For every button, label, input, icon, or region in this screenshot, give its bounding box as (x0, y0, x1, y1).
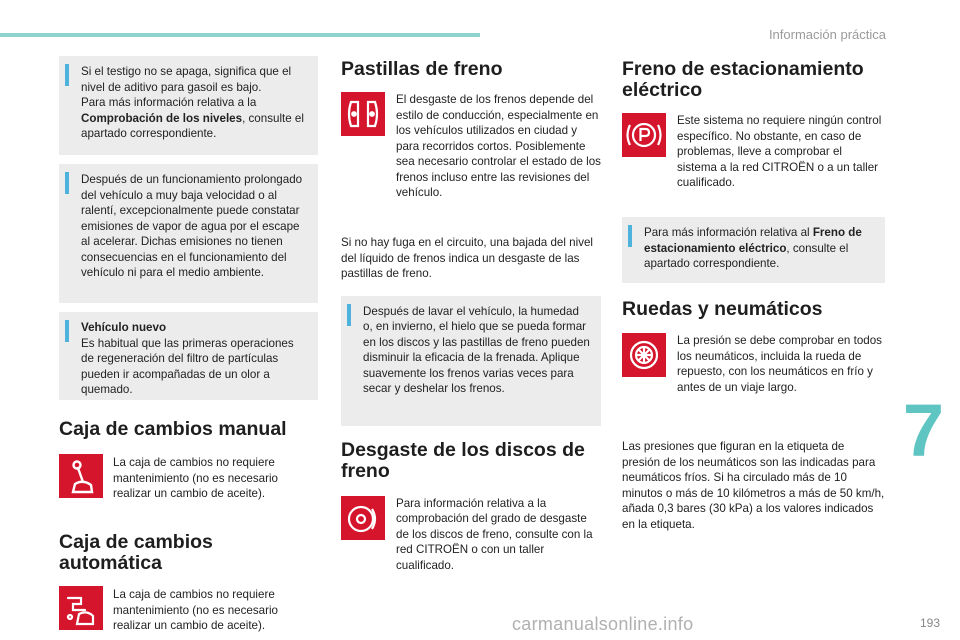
block-brake-discs (341, 496, 601, 576)
brake-fluid-paragraph: Si no hay fuga en el circuito, una bajada del nivel del líquido de frenos indica un desgaste de las pastillas de freno. (341, 236, 594, 280)
wheels-tyres-text: La presión se debe comprobar en todos los neumáticos, incluida la rueda de repuesto, con los neumáticos en frío y antes de un viaje largo. (677, 334, 882, 394)
brake-pads-text: El desgaste de los frenos depende del estilo de conducción, especialmente en los vehículos utilizados en ciudad y para recorridos cortos. Posiblemente sea necesario controlar el estado de los frenos incluso entre las revisiones del vehículo. (396, 93, 601, 199)
note-wet-brakes-text: Después de lavar el vehículo, la humedad o, en invierno, el hielo que se pueda formar en los discos y las pastillas de freno pueden disminuir la eficacia de la frenada. Aplique suavemente los frenos varias veces para secar y deshelar los frenos. (363, 304, 590, 395)
heading-manual-gearbox: Caja de cambios manual (59, 418, 287, 440)
note-additive (59, 56, 318, 155)
note-parking-brake-c: , consulte el apartado correspondiente. (644, 241, 849, 270)
brake-discs-text: Para información relativa a la comprobación del grado de desgaste de los discos de freno, consulte con la red CITROËN o con un taller cualificado. (396, 496, 593, 572)
note-wet-brakes (341, 296, 601, 426)
parking-brake-text: Este sistema no requiere ningún control específico. No obstante, en caso de problemas, lleve a comprobar el sistema a la red CITROËN o a un taller cualificado. (677, 114, 882, 189)
block-manual-gearbox (59, 454, 318, 502)
watermark: carmanualsonline.info (512, 614, 694, 634)
note-additive-line2a: Para más información relativa a la (81, 96, 257, 109)
tyre-pressure-paragraph: Las presiones que figuran en la etiqueta de presión de los neumáticos son las indicadas para neumáticos fríos. Si ha circulado más de 10 minutos o más de 10 kilómetros a más de 50 km/h, añada 0,3 bares (30 kPa) a los valores indicados en la etiqueta. (622, 440, 885, 531)
block-automatic-gearbox (59, 586, 318, 634)
header-title: Información práctica (768, 27, 886, 42)
column-1 (59, 56, 318, 634)
block-wheels-tyres (622, 333, 885, 413)
manual-gearbox-text: La caja de cambios no requiere mantenimiento (no es necesario realizar un cambio de aceite). (113, 456, 278, 500)
note-parking-brake-bold: Freno de estacionamiento eléctrico (644, 226, 862, 255)
heading-brake-pads: Pastillas de freno (341, 58, 503, 80)
note-additive-line2c: , consulte el apartado correspondiente. (81, 111, 304, 140)
column-2 (341, 56, 601, 576)
heading-parking-brake: Freno de estacionamiento eléctrico (622, 58, 864, 101)
column-3 (622, 56, 885, 532)
note-vapour (59, 164, 318, 303)
note-new-vehicle-title: Vehículo nuevo (81, 321, 167, 334)
block-brake-pads (341, 92, 601, 222)
note-marker (628, 225, 632, 247)
note-additive-bold: Comprobación de los niveles (81, 111, 243, 125)
parking-brake-icon (622, 113, 666, 157)
note-vapour-text: Después de un funcionamiento prolongado del vehículo a muy baja velocidad o al ralentí, excepcionalmente puede constatar emisiones de vapor de agua por el escape al acelerar. Dichas emisiones no tienen consecuencias en el funcionamiento del vehículo ni para el medio ambiente. (81, 173, 303, 279)
gear-stick-icon (59, 454, 103, 498)
wheel-icon (622, 333, 666, 377)
block-parking-brake (622, 113, 885, 193)
note-marker (65, 64, 69, 86)
note-marker (347, 304, 351, 326)
brake-disc-icon (341, 496, 385, 540)
note-new-vehicle (59, 312, 318, 400)
note-marker (65, 320, 69, 342)
auto-gear-icon (59, 586, 103, 630)
heading-automatic-gearbox: Caja de cambios automática (59, 531, 213, 574)
note-new-vehicle-text: Es habitual que las primeras operaciones de regeneración del filtro de partículas pueden ir acompañadas de un olor a quemado. (81, 336, 294, 396)
automatic-gearbox-text: La caja de cambios no requiere mantenimiento (no es necesario realizar un cambio de aceite). (113, 588, 278, 632)
heading-wheels-tyres: Ruedas y neumáticos (622, 298, 823, 320)
heading-brake-discs: Desgaste de los discos de freno (341, 438, 585, 482)
page-number: 193 (919, 616, 940, 630)
note-additive-line1: Si el testigo no se apaga, significa que el nivel de aditivo para gasoil es bajo. (81, 65, 292, 94)
chapter-number: 7 (902, 389, 944, 472)
brake-pads-icon (341, 92, 385, 136)
note-marker (65, 172, 69, 194)
note-parking-brake (622, 217, 885, 283)
header-accent-bar (0, 33, 480, 37)
note-parking-brake-a: Para más información relativa al (644, 226, 813, 239)
